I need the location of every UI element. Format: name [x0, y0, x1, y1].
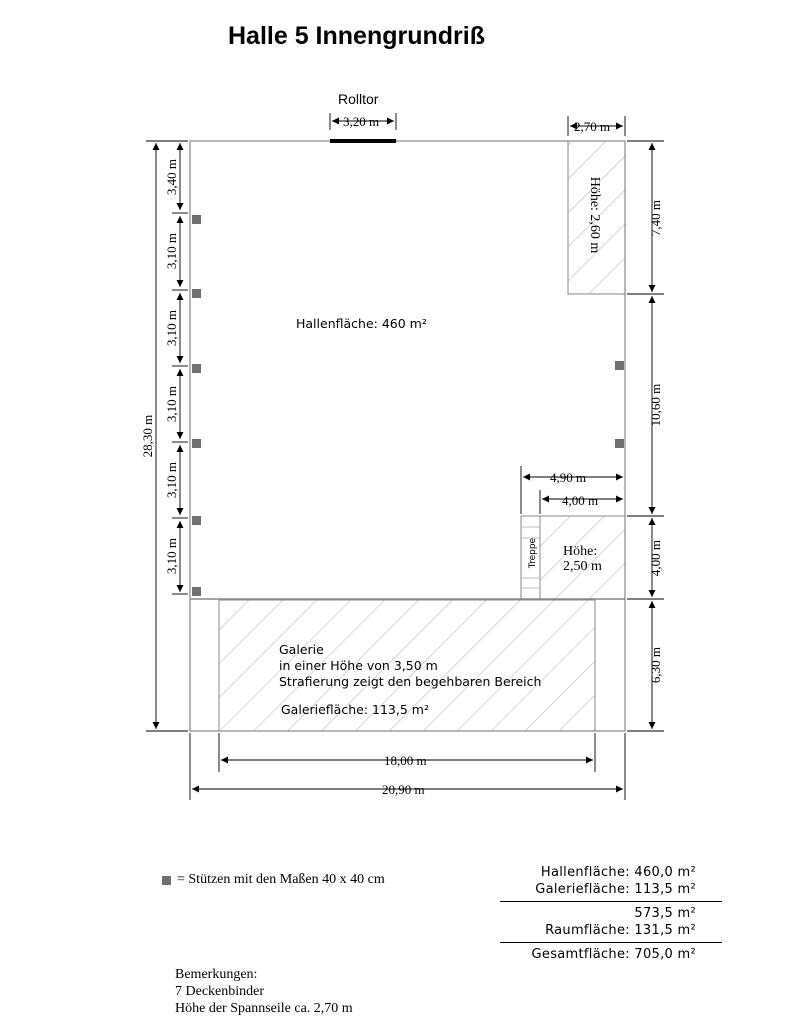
remarks-heading: Bemerkungen:	[175, 967, 258, 982]
door-width-label: 3,20 m	[343, 114, 380, 129]
summary-total: Gesamtfläche: 705,0 m²	[531, 947, 696, 962]
left-seg-label: 3,10 m	[164, 537, 179, 575]
column	[192, 215, 201, 224]
lower-room-height-value: 2,50 m	[563, 559, 602, 574]
bottom-total-label: 20,90 m	[382, 782, 425, 797]
remarks-line: 7 Deckenbinder	[175, 984, 265, 999]
rolltor-label: Rolltor	[338, 91, 379, 107]
summary-gallery: Galeriefläche: 113,5 m²	[535, 882, 696, 897]
bottom-inner-label: 18,00 m	[384, 753, 427, 768]
column	[615, 361, 624, 370]
column-legend-icon	[162, 876, 171, 885]
right-seg-label: 7,40 m	[648, 199, 663, 237]
gallery-note-text: Strafierung zeigt den begehbaren Bereich	[279, 674, 542, 689]
column	[615, 439, 624, 448]
summary-room: Raumfläche: 131,5 m²	[545, 923, 696, 938]
remarks	[175, 966, 353, 1017]
lower-room-height-label: Höhe:	[563, 544, 598, 559]
column	[192, 516, 201, 525]
left-seg-label: 3,10 m	[164, 309, 179, 347]
summary-hall: Hallenfläche: 460,0 m²	[540, 865, 696, 880]
gallery-title: Galerie	[279, 642, 324, 657]
stair-wide-label: 4,90 m	[550, 470, 587, 485]
legend	[162, 872, 385, 888]
column	[192, 289, 201, 298]
summary-divider	[500, 942, 722, 943]
column	[192, 439, 201, 448]
gallery-height-text: in einer Höhe von 3,50 m	[279, 658, 438, 673]
stairs-label: Treppe	[528, 537, 538, 569]
top-right-dim-label: 2,70 m	[574, 119, 611, 134]
left-seg-label: 3,10 m	[164, 385, 179, 423]
column	[192, 587, 201, 596]
left-seg-label: 3,10 m	[164, 461, 179, 499]
remarks-line: Höhe der Spannseile ca. 2,70 m	[175, 1001, 353, 1016]
area-summary	[500, 864, 722, 963]
column	[192, 364, 201, 373]
summary-subtotal: 573,5 m²	[634, 906, 696, 921]
upper-room-height-label: Höhe: 2,60 m	[587, 176, 602, 254]
right-seg-label: 4,00 m	[648, 539, 663, 577]
left-seg-label: 3,40 m	[164, 158, 179, 196]
stair-narrow-label: 4,00 m	[562, 493, 599, 508]
left-total-dim-label: 28,30 m	[140, 414, 155, 458]
summary-divider	[500, 901, 722, 902]
right-seg-label: 10,60 m	[648, 383, 663, 427]
gallery-area-label: Galeriefläche: 113,5 m²	[281, 702, 429, 717]
page-title: Halle 5 Innengrundriß	[228, 22, 485, 50]
right-seg-label: 6,30 m	[648, 646, 663, 684]
hall-area-label: Hallenfläche: 460 m²	[296, 316, 427, 331]
legend-text: = Stützen mit den Maßen 40 x 40 cm	[177, 872, 385, 887]
left-seg-label: 3,10 m	[164, 232, 179, 270]
